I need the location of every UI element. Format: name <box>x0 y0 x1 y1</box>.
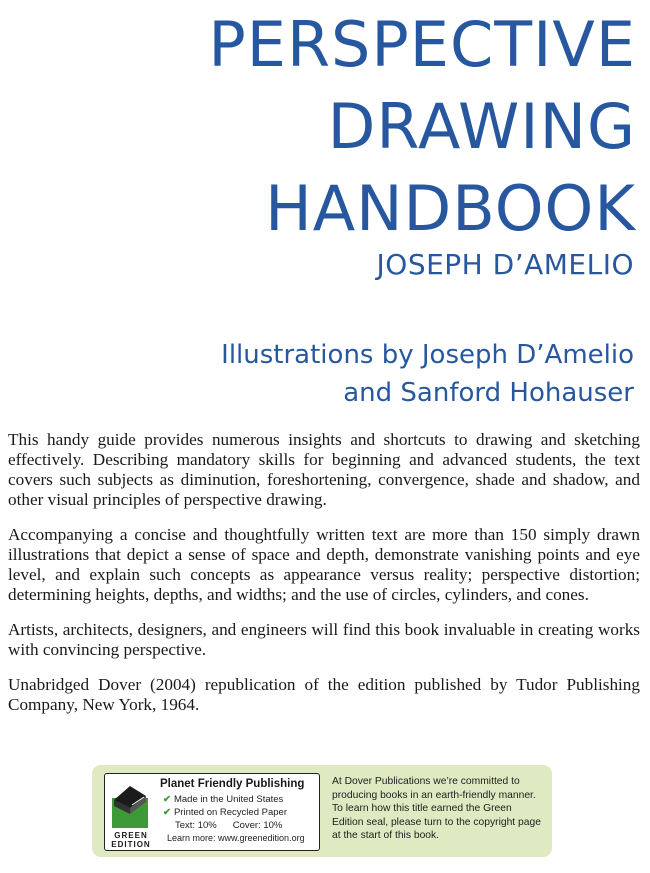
author-name: JOSEPH D’AMELIO <box>376 248 634 281</box>
description-paragraph-4: Unabridged Dover (2004) republication of the edition published by Tudor Publishing Company, New York, 1964. <box>8 675 640 714</box>
title-line-3: HANDBOOK <box>265 172 636 245</box>
book-description <box>8 430 640 730</box>
green-edition-box <box>92 765 552 857</box>
green-edition-book-icon <box>110 778 150 830</box>
checkmark-icon: ✔ <box>163 794 171 805</box>
check-text-recycled-paper: Printed on Recycled Paper <box>173 807 287 818</box>
title-line-1: PERSPECTIVE <box>208 8 636 81</box>
illustrators-line-2: and Sanford Hohauser <box>343 378 634 408</box>
text-percentage: Text: 10% <box>175 820 217 831</box>
recycled-percentages <box>175 820 282 831</box>
checkmark-icon: ✔ <box>163 807 171 818</box>
check-text-made-in-us: Made in the United States <box>173 794 284 805</box>
description-paragraph-2: Accompanying a concise and thoughtfully written text are more than 150 simply drawn illustrations that depict a sense of space and depth, demonstrate vanishing points and eye level, and explain such concepts as appearance versus reality; perspective distortion; determining heights, depths, and widths; and the use of circles, cylinders, and cones. <box>8 525 640 604</box>
illustrators-credit <box>221 336 634 412</box>
description-paragraph-1: This handy guide provides numerous insights and shortcuts to drawing and sketching effectively. Describing mandatory skills for beginning and advanced students, the text covers such subjects as diminution, foreshortening, convergence, shade and shadow, and other visual principles of perspective drawing. <box>8 430 640 509</box>
book-title <box>208 4 636 250</box>
check-line-made-in-us <box>163 794 283 805</box>
cover-percentage: Cover: 10% <box>232 820 283 831</box>
title-line-2: DRAWING <box>327 90 636 163</box>
learn-more-link: Learn more: www.greenedition.org <box>167 833 305 843</box>
illustrators-line-1: Illustrations by Joseph D’Amelio <box>221 340 634 370</box>
green-edition-note: At Dover Publications we’re committed to producing books in an earth-friendly manner. To learn how this title earned the Green Edition seal, please turn to the copyright page at the start of this book. <box>332 776 541 842</box>
green-edition-seal-panel <box>104 773 320 851</box>
description-paragraph-3: Artists, architects, designers, and engineers will find this book invaluable in creating works with convincing perspective. <box>8 620 640 659</box>
check-line-recycled-paper <box>163 807 287 818</box>
planet-friendly-heading: Planet Friendly Publishing <box>160 778 305 790</box>
seal-word-green: GREEN <box>114 831 148 840</box>
seal-word-edition: EDITION <box>111 840 151 849</box>
